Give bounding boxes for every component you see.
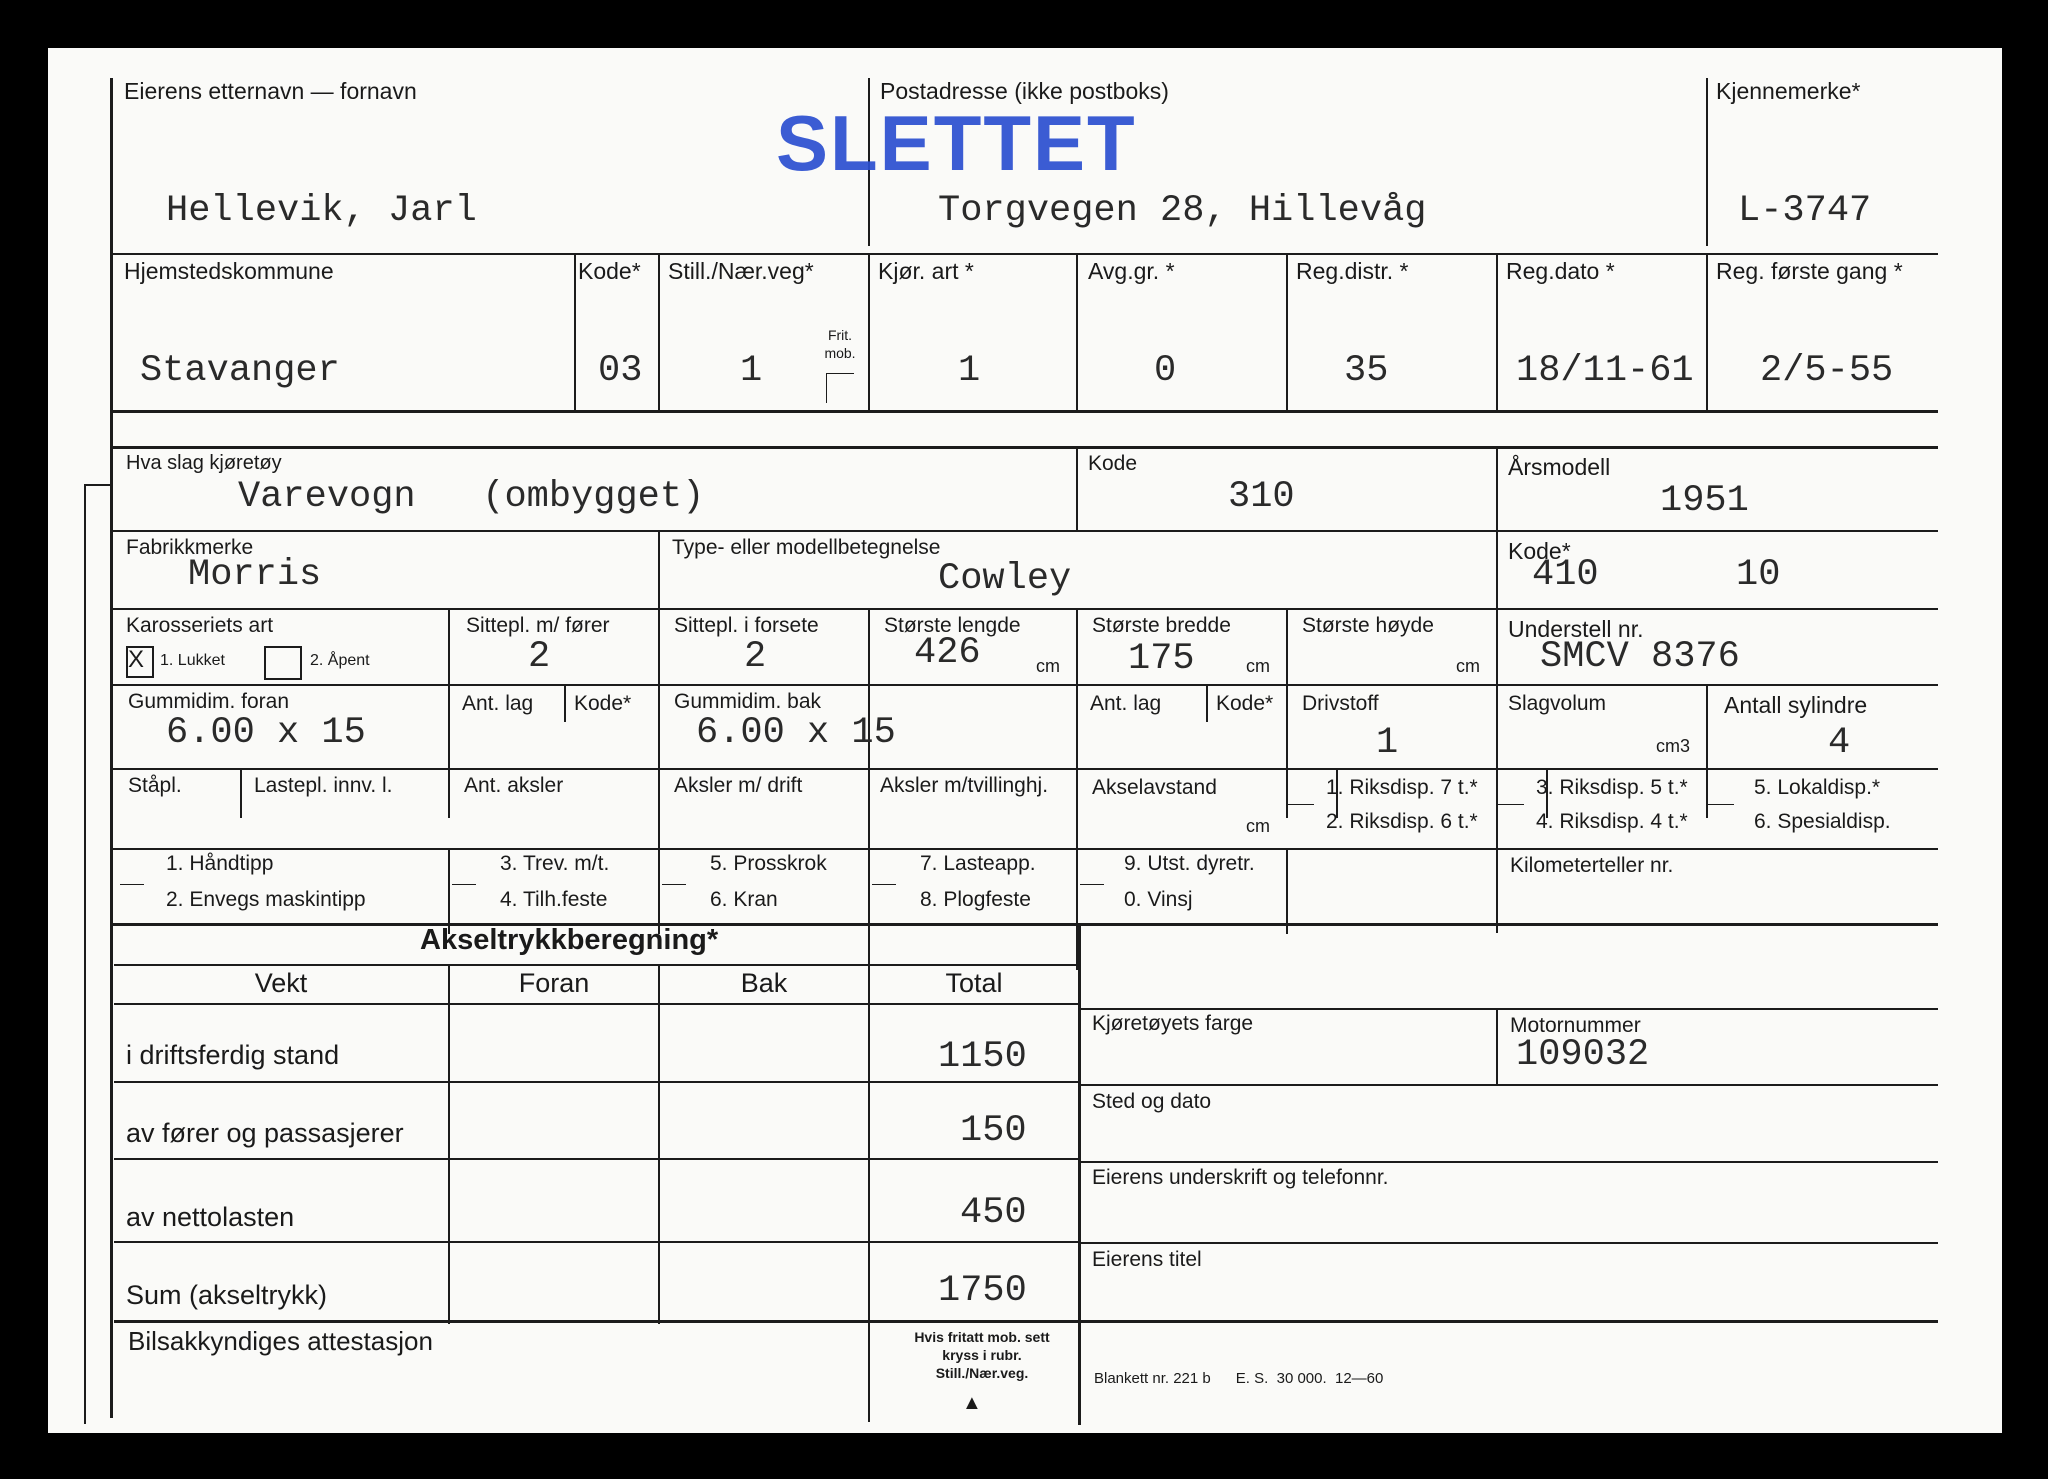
- fabrikk-value: Morris: [188, 554, 322, 596]
- gummi-foran-value: 6.00 x 15: [166, 712, 366, 754]
- blankett-note: Blankett nr. 221 b E. S. 30 000. 12—60: [1094, 1370, 1384, 1387]
- km-label: Kilometerteller nr.: [1510, 854, 1674, 877]
- table-row-total: 450: [960, 1192, 1027, 1234]
- equip-2: 2. Envegs maskintipp: [166, 888, 366, 911]
- riksdisp-1: 1. Riksdisp. 7 t.*: [1326, 776, 1478, 799]
- table-row-label: i driftsferdig stand: [126, 1040, 340, 1070]
- divider: [1080, 1242, 1938, 1244]
- riksdisp-3: 3. Riksdisp. 5 t.*: [1536, 776, 1688, 799]
- bredde-value: 175: [1128, 638, 1195, 680]
- kommune-label: Hjemstedskommune: [124, 258, 334, 284]
- divider: [112, 768, 1938, 770]
- lengde-unit: cm: [1036, 656, 1060, 676]
- kjor-art-value: 1: [958, 350, 981, 392]
- arsmodell-label: Årsmodell: [1508, 454, 1611, 480]
- table-row-label: Sum (akseltrykk): [126, 1280, 328, 1310]
- reg-forste-value: 2/5-55: [1760, 350, 1894, 392]
- kjor-art-label: Kjør. art *: [878, 258, 974, 284]
- checkbox-line: [1288, 804, 1314, 805]
- col-foran: Foran: [518, 968, 590, 998]
- divider: [1706, 78, 1708, 246]
- akselavstand-label: Akselavstand: [1092, 776, 1217, 799]
- stapl-label: Ståpl.: [128, 774, 182, 797]
- gummi-bak-label: Gummidim. bak: [674, 690, 822, 713]
- bak-ant-lag-label: Ant. lag: [1090, 692, 1162, 715]
- kommune-value: Stavanger: [140, 350, 340, 392]
- divider: [112, 446, 1938, 449]
- checkbox-line: [1708, 804, 1734, 805]
- divider: [1080, 1161, 1938, 1163]
- slagvolum-label: Slagvolum: [1508, 692, 1607, 715]
- frit-box-line: [826, 373, 854, 374]
- address-value: Torgvegen 28, Hillevåg: [938, 190, 1427, 232]
- apent-checkbox: [264, 646, 302, 680]
- divider: [1496, 1010, 1498, 1084]
- sted-label: Sted og dato: [1092, 1090, 1212, 1113]
- avg-gr-value: 0: [1154, 350, 1177, 392]
- lengde-value: 426: [914, 632, 981, 674]
- divider: [114, 1241, 1078, 1243]
- kode2-value-b: 10: [1736, 554, 1781, 596]
- bredde-unit: cm: [1246, 656, 1270, 676]
- divider: [1080, 1008, 1938, 1010]
- sittepl-forsete-value: 2: [744, 636, 767, 678]
- checkbox-line: [120, 884, 144, 885]
- deleted-stamp: SLETTET: [776, 99, 1137, 187]
- sittepl-forer-value: 2: [528, 636, 551, 678]
- divider: [1496, 813, 1498, 933]
- drivstoff-value: 1: [1376, 722, 1399, 764]
- still-value: 1: [740, 350, 763, 392]
- mob-note: Hvis fritatt mob. sett kryss i rubr. Still./Nær.veg.: [914, 1329, 1050, 1382]
- arrow-up-icon: ▲: [962, 1392, 982, 1414]
- divider: [1206, 686, 1208, 722]
- titel-label: Eierens titel: [1092, 1248, 1202, 1271]
- equip-1: 1. Håndtipp: [166, 852, 274, 875]
- axle-load-title: Akseltrykkberegning*: [420, 924, 719, 956]
- checkbox-line: [662, 884, 686, 885]
- left-border: [110, 78, 113, 1418]
- spesialdisp: 6. Spesialdisp.: [1754, 810, 1891, 833]
- apent-label: 2. Åpent: [310, 652, 370, 669]
- type-value: Cowley: [938, 558, 1072, 600]
- divider: [868, 610, 870, 970]
- divider: [112, 253, 1938, 255]
- divider: [658, 255, 660, 410]
- kode-value: 03: [598, 350, 643, 392]
- kode2-label: Kode*: [1508, 538, 1571, 564]
- farge-label: Kjøretøyets farge: [1092, 1012, 1254, 1035]
- equip-0: 0. Vinsj: [1124, 888, 1193, 911]
- divider: [114, 1158, 1078, 1160]
- kode-label: Kode*: [578, 258, 641, 284]
- checkbox-line: [1080, 884, 1104, 885]
- reg-dato-label: Reg.dato *: [1506, 258, 1615, 284]
- divider: [658, 966, 660, 1324]
- attest-label: Bilsakkyndiges attestasjon: [128, 1326, 433, 1356]
- lukket-mark: X: [128, 646, 145, 673]
- vehicle-kode-value: 310: [1228, 476, 1295, 518]
- avg-gr-label: Avg.gr. *: [1088, 258, 1175, 284]
- checkbox-line: [452, 884, 476, 885]
- divider: [1080, 1320, 1938, 1323]
- bracket: [84, 484, 112, 486]
- riksdisp-4: 4. Riksdisp. 4 t.*: [1536, 810, 1688, 833]
- slagvolum-unit: cm3: [1656, 736, 1691, 756]
- owner-label: Eierens etternavn — fornavn: [124, 78, 417, 104]
- table-row-total: 1750: [938, 1270, 1027, 1312]
- understell-label: Understell nr.: [1508, 616, 1644, 642]
- divider: [114, 1003, 1078, 1005]
- divider: [112, 608, 1938, 610]
- gummi-bak-value: 6.00 x 15: [696, 712, 896, 754]
- sittepl-forer-label: Sittepl. m/ fører: [466, 614, 610, 637]
- divider: [658, 532, 660, 934]
- divider: [1076, 610, 1078, 970]
- divider: [1496, 448, 1498, 813]
- equip-9: 9. Utst. dyretr.: [1124, 852, 1255, 875]
- reg-forste-label: Reg. første gang *: [1716, 258, 1903, 284]
- reg-distr-value: 35: [1344, 350, 1389, 392]
- frit-box-line: [826, 373, 827, 403]
- akselavstand-unit: cm: [1246, 816, 1270, 836]
- reg-dato-value: 18/11-61: [1516, 350, 1694, 392]
- kode2-value-a: 410: [1532, 554, 1599, 596]
- sittepl-forsete-label: Sittepl. i forsete: [674, 614, 819, 637]
- address-label: Postadresse (ikke postboks): [880, 78, 1169, 104]
- divider: [114, 1081, 1078, 1083]
- bracket: [84, 484, 86, 1424]
- checkbox-line: [1498, 804, 1524, 805]
- lokaldisp: 5. Lokaldisp.*: [1754, 776, 1881, 799]
- hoyde-label: Største høyde: [1302, 614, 1434, 637]
- divider: [448, 850, 450, 934]
- table-row-total: 1150: [938, 1036, 1027, 1078]
- divider: [112, 410, 1938, 413]
- lukket-label: 1. Lukket: [160, 652, 225, 669]
- drivstoff-label: Drivstoff: [1302, 692, 1379, 715]
- reg-mark-label: Kjennemerke*: [1716, 78, 1861, 104]
- divider: [868, 966, 870, 1422]
- col-total: Total: [945, 968, 1003, 998]
- bak-kode-label: Kode*: [1216, 692, 1274, 715]
- aksler-tvilling-label: Aksler m/tvillinghj.: [880, 774, 1049, 797]
- divider: [1706, 770, 1708, 818]
- still-label: Still./Nær.veg*: [668, 258, 814, 284]
- divider: [564, 686, 566, 722]
- tyre-kode-label: Kode*: [574, 692, 632, 715]
- divider: [114, 964, 1078, 966]
- lengde-label: Største lengde: [884, 614, 1021, 637]
- divider: [1286, 850, 1288, 934]
- divider: [1706, 255, 1708, 410]
- sylindre-label: Antall sylindre: [1724, 692, 1868, 718]
- equip-3: 3. Trev. m/t.: [500, 852, 610, 875]
- ant-lag-label: Ant. lag: [462, 692, 534, 715]
- divider: [868, 255, 870, 410]
- col-bak: Bak: [740, 968, 788, 998]
- divider: [112, 923, 1938, 926]
- divider: [448, 966, 450, 1324]
- vehicle-kode-label: Kode: [1088, 452, 1138, 475]
- owner-name: Hellevik, Jarl: [166, 190, 477, 232]
- underskrift-label: Eierens underskrift og telefonnr.: [1092, 1166, 1389, 1189]
- equip-6: 6. Kran: [710, 888, 778, 911]
- divider: [1496, 255, 1498, 410]
- slag-value: Varevogn (ombygget): [238, 476, 705, 518]
- equip-8: 8. Plogfeste: [920, 888, 1031, 911]
- checkbox-line: [872, 884, 896, 885]
- sylindre-value: 4: [1828, 722, 1851, 764]
- aksler-drift-label: Aksler m/ drift: [674, 774, 803, 797]
- frit-mob-label: Frit. mob.: [824, 327, 856, 362]
- type-label: Type- eller modellbetegnelse: [672, 536, 941, 559]
- divider: [1286, 255, 1288, 410]
- karosseri-label: Karosseriets art: [126, 614, 274, 637]
- divider: [1076, 255, 1078, 410]
- divider: [112, 848, 1938, 850]
- motor-value: 109032: [1516, 1034, 1650, 1076]
- table-row-label: av fører og passasjerer: [126, 1118, 404, 1148]
- gummi-foran-label: Gummidim. foran: [128, 690, 290, 713]
- divider: [1286, 686, 1288, 818]
- table-row-label: av nettolasten: [126, 1202, 295, 1232]
- riksdisp-2: 2. Riksdisp. 6 t.*: [1326, 810, 1478, 833]
- divider: [1076, 448, 1078, 530]
- divider: [1078, 925, 1081, 1425]
- registration-card: [48, 48, 2002, 1433]
- table-row-total: 150: [960, 1110, 1027, 1152]
- fabrikk-label: Fabrikkmerke: [126, 536, 254, 559]
- equip-7: 7. Lasteapp.: [920, 852, 1036, 875]
- lastepl-label: Lastepl. innv. l.: [254, 774, 393, 797]
- col-vekt: Vekt: [254, 968, 308, 998]
- arsmodell-value: 1951: [1660, 480, 1749, 522]
- divider: [112, 684, 1938, 686]
- hoyde-unit: cm: [1456, 656, 1480, 676]
- divider: [448, 610, 450, 818]
- slag-label: Hva slag kjøretøy: [126, 452, 282, 474]
- reg-distr-label: Reg.distr. *: [1296, 258, 1409, 284]
- divider: [1080, 1084, 1938, 1086]
- equip-5: 5. Prosskrok: [710, 852, 827, 875]
- equip-4: 4. Tilh.feste: [500, 888, 608, 911]
- ant-aksler-label: Ant. aksler: [464, 774, 564, 797]
- reg-mark-value: L-3747: [1738, 190, 1872, 232]
- divider: [112, 530, 1938, 532]
- bredde-label: Største bredde: [1092, 614, 1231, 637]
- divider: [574, 255, 576, 410]
- motor-label: Motornummer: [1510, 1014, 1641, 1037]
- understell-value: SMCV 8376: [1540, 636, 1740, 678]
- divider: [240, 770, 242, 818]
- divider: [114, 1320, 1078, 1323]
